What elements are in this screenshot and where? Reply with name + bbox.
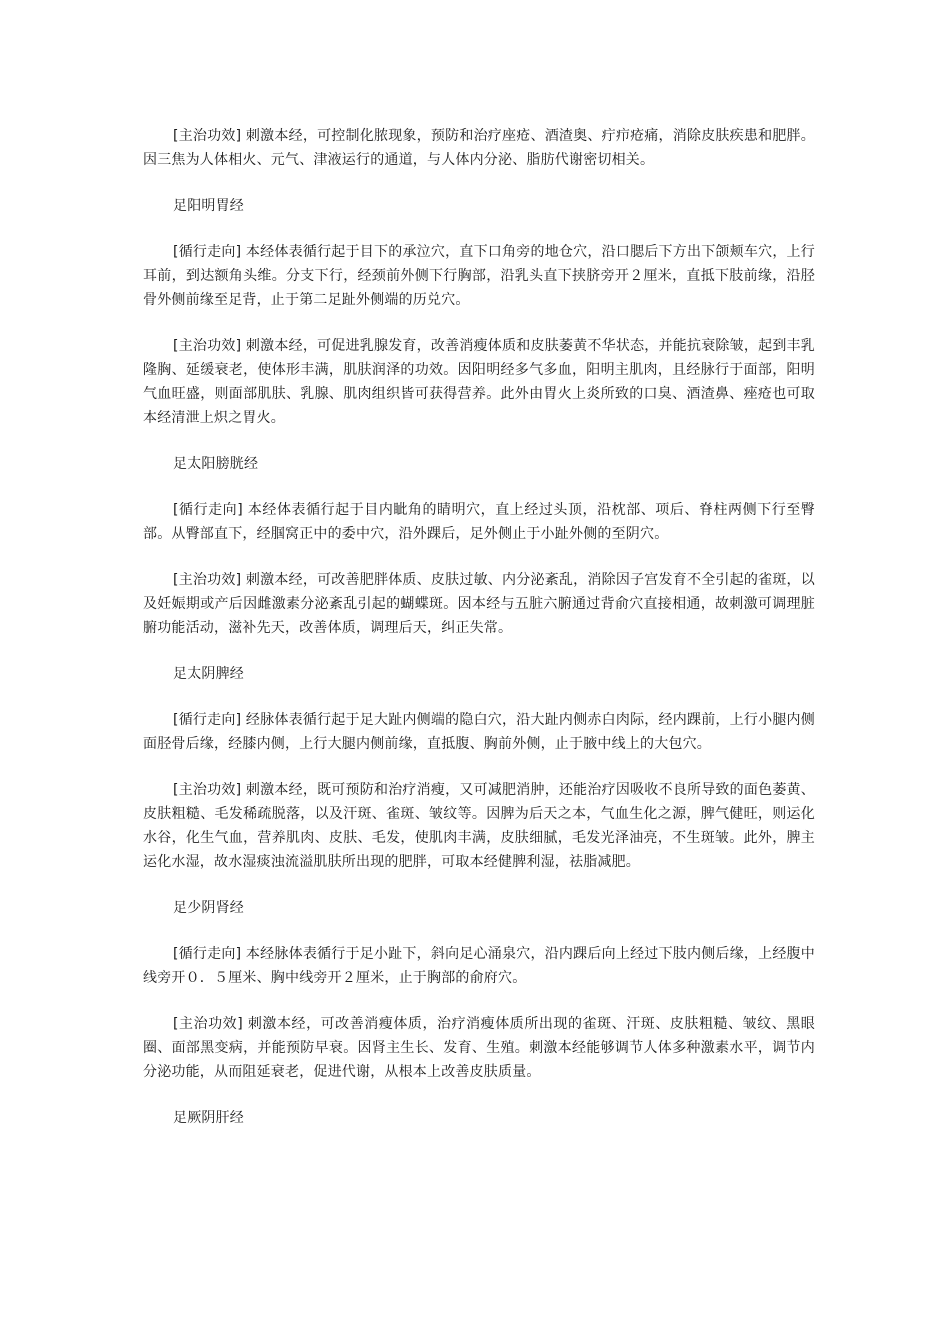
paragraph-sanjiao-effect: [主治功效] 刺激本经，可控制化脓现象，预防和治疗座疮、酒渣奥、疔疖疮痛，消除皮肤疾患和肥胖。因三焦为人体相火、元气、津液运行的通道，与人体内分泌、脂肪代谢密切相关。	[143, 128, 815, 168]
paragraph-spleen-pathway: [循行走向] 经脉体表循行起于足大趾内侧端的隐白穴，沿大趾内侧赤白肉际，经内踝前，上行小腿内侧面胫骨后缘，经膝内侧，上行大腿内侧前缘，直抵腹、胸前外侧，止于腋中线上的大包穴。	[143, 712, 815, 752]
document-body	[143, 124, 815, 1152]
paragraph-stomach-effect: [主治功效] 刺激本经，可促进乳腺发育，改善消瘦体质和皮肤萎黄不华状态，并能抗衰除皱，起到丰乳隆胸、延缓衰老，使体形丰满，肌肤润泽的功效。因阳明经多气多血，阳明主肌肉，且经脉行于面部，阳明气血旺盛，则面部肌肤、乳腺、肌肉组织皆可获得营养。此外由胃火上炎所致的口臭、酒渣鼻、痤疮也可取本经清泄上炽之胃火。	[143, 338, 815, 426]
section-heading-kidney-meridian: 足少阴肾经	[173, 900, 244, 916]
paragraph-kidney-effect: [主治功效] 刺激本经，可改善消瘦体质，治疗消瘦体质所出现的雀斑、汗斑、皮肤粗糙、皱纹、黑眼圈、面部黑变病，并能预防早衰。因肾主生长、发育、生殖。刺激本经能够调节人体多种激素水平，调节内分泌功能，从而阻延衰老，促进代谢，从根本上改善皮肤质量。	[143, 1016, 815, 1080]
section-heading-bladder-meridian: 足太阳膀胱经	[173, 456, 259, 472]
paragraph-bladder-pathway: [循行走向] 本经体表循行起于目内眦角的睛明穴，直上经过头顶，沿枕部、项后、脊柱两侧下行至臀部。从臀部直下，经腘窝正中的委中穴，沿外踝后，足外侧止于小趾外侧的至阴穴。	[143, 502, 815, 542]
paragraph-spleen-effect: [主治功效] 刺激本经，既可预防和治疗消瘦，又可减肥消肿，还能治疗因吸收不良所导致的面色萎黄、皮肤粗糙、毛发稀疏脱落，以及汗斑、雀斑、皱纹等。因脾为后天之本，气血生化之源，脾气健旺，则运化水谷，化生气血，营养肌肉、皮肤、毛发，使肌肉丰满，皮肤细腻，毛发光泽油亮，不生斑皱。此外，脾主运化水湿，故水湿痰浊流溢肌肤所出现的肥胖，可取本经健脾利湿，祛脂减肥。	[143, 782, 815, 870]
section-heading-liver-meridian: 足厥阴肝经	[173, 1110, 244, 1126]
paragraph-bladder-effect: [主治功效] 刺激本经，可改善肥胖体质、皮肤过敏、内分泌紊乱，消除因子宫发育不全引起的雀斑，以及妊娠期或产后因雌激素分泌紊乱引起的蝴蝶斑。因本经与五脏六腑通过背俞穴直接相通，故刺激可调理脏腑功能活动，滋补先天，改善体质，调理后天，纠正失常。	[143, 572, 815, 636]
paragraph-kidney-pathway: [循行走向] 本经脉体表循行于足小趾下，斜向足心涌泉穴，沿内踝后向上经过下肢内侧后缘，上经腹中线旁开０．５厘米、胸中线旁开２厘米，止于胸部的俞府穴。	[143, 946, 815, 986]
section-heading-spleen-meridian: 足太阴脾经	[173, 666, 244, 682]
paragraph-stomach-pathway: [循行走向] 本经体表循行起于目下的承泣穴，直下口角旁的地仓穴，沿口腮后下方出下颌颊车穴，上行耳前，到达额角头维。分支下行，经颈前外侧下行胸部，沿乳头直下挟脐旁开２厘米，直抵下肢前缘，沿胫骨外侧前缘至足背，止于第二足趾外侧端的历兑穴。	[143, 244, 815, 308]
section-heading-stomach-meridian: 足阳明胃经	[173, 198, 244, 214]
